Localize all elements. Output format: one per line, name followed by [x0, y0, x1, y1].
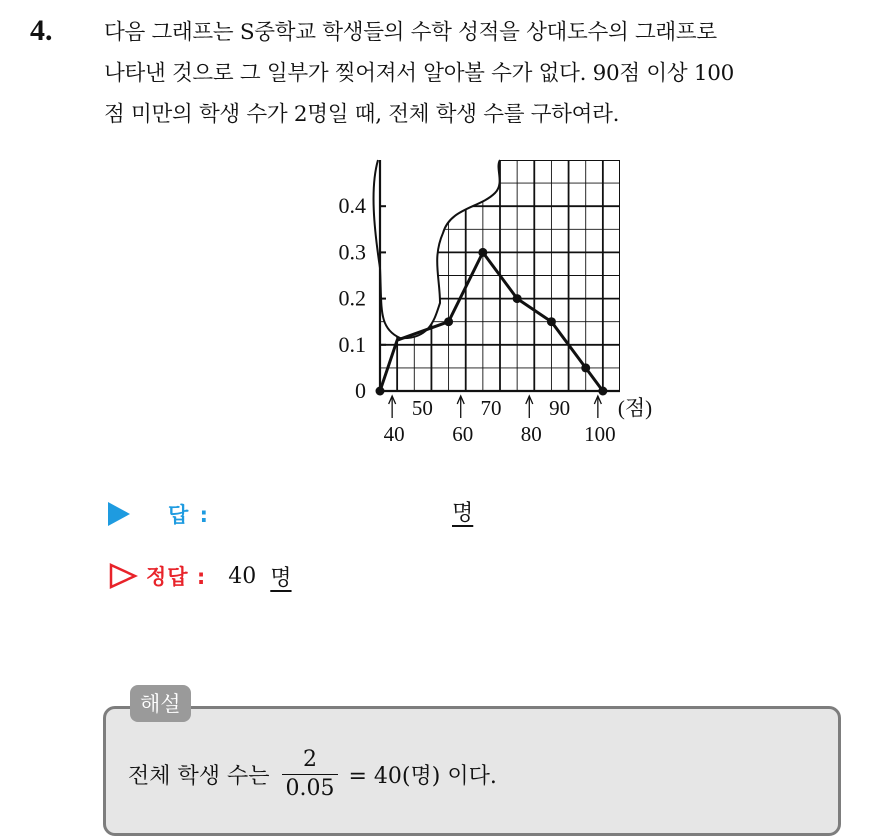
data-point-endpoint [598, 387, 607, 396]
correct-answer-unit: 명 [270, 565, 292, 591]
x-tick-label-lower: 60 [452, 422, 474, 446]
question-line-3: 점 미만의 학생 수가 2명일 때, 전체 학생 수를 구하여라. [104, 102, 620, 127]
question-line-1: 다음 그래프는 S중학교 학생들의 수학 성적을 상대도수의 그래프로 [104, 20, 717, 45]
x-tick-label-lower: 40 [383, 422, 405, 446]
data-point [581, 363, 590, 372]
fraction-numerator: 2 [302, 746, 317, 772]
x-axis-label: (점) [617, 396, 653, 420]
correct-answer-row [108, 556, 292, 596]
x-tick-label-lower: 80 [520, 422, 542, 446]
play-triangle-icon [108, 502, 130, 526]
x-tick-label-upper: 70 [480, 396, 502, 420]
solution-prefix: 전체 학생 수는 [128, 763, 270, 789]
solution-fraction [282, 746, 339, 803]
y-tick-label: 0.4 [338, 193, 366, 219]
answer-unit: 명 [452, 501, 474, 526]
correct-answer-label: 정답 : [146, 565, 207, 589]
data-point [513, 294, 522, 303]
solution-tag: 해설 [130, 685, 191, 722]
x-tick-label-upper: 50 [411, 396, 433, 420]
y-tick-label: 0.2 [338, 285, 366, 311]
outline-triangle-icon [108, 562, 138, 590]
y-tick-label: 0.3 [338, 239, 366, 265]
correct-answer-value: 40 [228, 563, 257, 589]
data-point [547, 317, 556, 326]
fraction-denominator: 0.05 [282, 774, 339, 803]
solution-suffix: = 40(명) 이다. [348, 763, 497, 789]
data-point [478, 248, 487, 257]
y-tick-label: 0 [355, 378, 366, 403]
answer-label: 답 : [168, 503, 210, 527]
data-point [444, 317, 453, 326]
answer-row [108, 494, 210, 534]
question-number: 4. [30, 14, 53, 47]
solution-text [128, 740, 497, 808]
relative-frequency-chart [300, 148, 660, 448]
x-tick-label-upper: 90 [549, 396, 571, 420]
question-text [104, 12, 874, 135]
y-tick-label: 0.1 [338, 331, 366, 357]
question-line-2: 나타낸 것으로 그 일부가 찢어져서 알아볼 수가 없다. 90점 이상 100 [104, 61, 735, 86]
x-tick-label-lower: 100 [584, 422, 616, 446]
data-point-endpoint [376, 387, 385, 396]
